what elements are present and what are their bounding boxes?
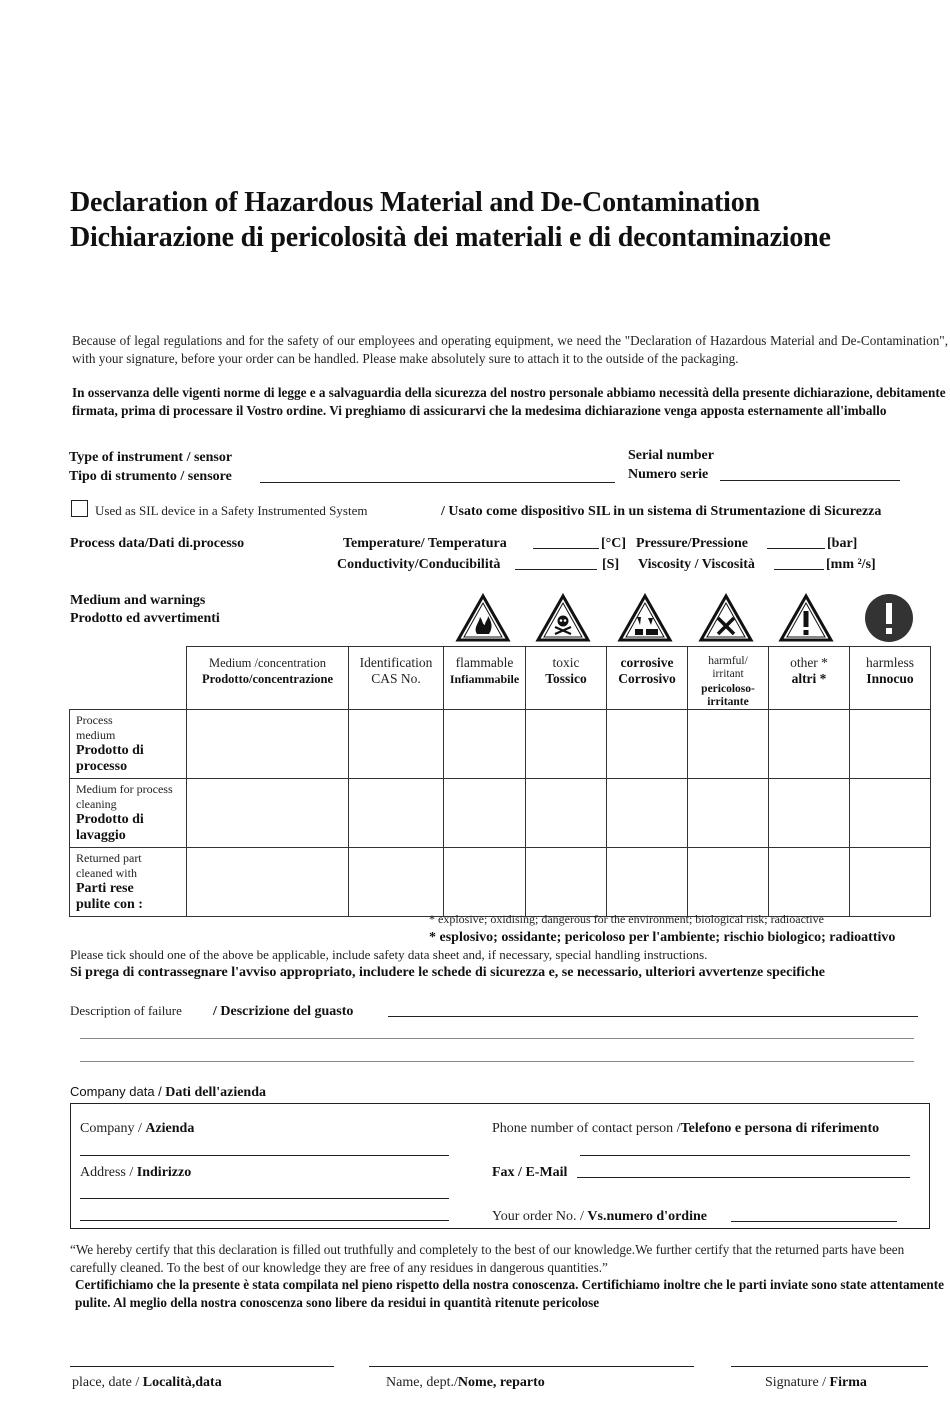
name-dept-label: Name, dept./Nome, reparto — [386, 1375, 545, 1390]
place-date-field[interactable] — [70, 1366, 334, 1367]
table-cell[interactable] — [688, 710, 769, 779]
table-cell[interactable] — [526, 848, 607, 917]
title-line-1: Declaration of Hazardous Material and De-Contamination — [70, 187, 760, 218]
address-field-line-1[interactable] — [80, 1198, 449, 1199]
phone-field[interactable] — [580, 1155, 910, 1156]
intro-english: Because of legal regulations and for the safety of our employees and operating equipment, we need the "Declaration of Hazardous Material and De-Contamination", with your signature, before your order can be handled. Please make absolutely sure to attach it to the outside of the packaging. — [72, 333, 948, 366]
tick-note-it: Si prega di contrassegnare l'avviso appropriato, includere le schede di sicurezza e, se necessario, ulteriori avvertenze specifiche — [70, 965, 825, 980]
table-cell[interactable] — [769, 710, 850, 779]
company-section-title: Company data / Dati dell'azienda — [70, 1084, 267, 1100]
temperature-label: Temperature/ Temperatura — [343, 536, 507, 551]
table-cell[interactable] — [850, 848, 931, 917]
company-label: Company / Azienda — [80, 1121, 195, 1136]
medium-label-it: Prodotto ed avvertimenti — [70, 611, 220, 626]
instrument-type-label-en: Type of instrument / sensor — [69, 450, 233, 465]
sil-checkbox[interactable] — [71, 500, 88, 517]
pressure-unit: [bar] — [827, 536, 858, 551]
conductivity-unit: [S] — [602, 557, 620, 572]
fax-email-field[interactable] — [577, 1177, 910, 1178]
certify-it: Certifichiamo che la presente è stata compilata nel pieno rispetto della nostra conoscenza. Certifichiamo inoltre che le parti inviate sono state attentamente pulite. Al meglio della nostra conoscenza sono libere da residui in quantità ritenute pericolose — [75, 1277, 944, 1310]
harmful-icon — [698, 593, 754, 643]
sil-label-en: Used as SIL device in a Safety Instrumented System — [95, 503, 368, 518]
serial-number-field[interactable] — [720, 480, 900, 481]
pressure-label: Pressure/Pressione — [636, 536, 748, 551]
column-header: harmful/ irritant pericoloso- irritante — [688, 647, 769, 710]
column-header: corrosive Corrosivo — [607, 647, 688, 710]
footnote-it: * esplosivo; ossidante; pericoloso per l'ambiente; rischio biologico; radioattivo — [429, 930, 896, 945]
table-row — [70, 710, 931, 779]
column-header: other * altri * — [769, 647, 850, 710]
serial-number-label-it: Numero serie — [628, 467, 709, 482]
table-cell[interactable] — [444, 710, 526, 779]
intro-italian: In osservanza delle vigenti norme di legge e a salvaguardia della sicurezza del nostro personale abbiamo necessità della presente dichiarazione, debitamente firmata, prima di processare il Vostro ordine. Vi preghiamo di assicurarvi che la medesima dichiarazione venga apposta esternamente all'imballo — [72, 385, 946, 418]
pressure-field[interactable] — [767, 548, 825, 549]
conductivity-field[interactable] — [515, 569, 597, 570]
signature-field[interactable] — [731, 1366, 928, 1367]
phone-label: Phone number of contact person /Telefono e persona di riferimento — [492, 1121, 880, 1136]
certify-en: “We hereby certify that this declaration is filled out truthfully and completely to the best of our knowledge.We further certify that the returned parts have been carefully cleaned. To the best of our knowledge they are free of any residues in dangerous quantities.” — [70, 1242, 905, 1275]
title-line-2: Dichiarazione di pericolosità dei materiali e di decontaminazione — [70, 222, 831, 253]
column-header: Identification CAS No. — [349, 647, 444, 710]
table-cell[interactable] — [349, 779, 444, 848]
table-row — [70, 779, 931, 848]
warning-icon — [778, 593, 834, 643]
table-cell[interactable] — [607, 848, 688, 917]
table-cell[interactable] — [607, 779, 688, 848]
viscosity-unit: [mm ²/s] — [826, 557, 876, 572]
company-field[interactable] — [80, 1155, 449, 1156]
medium-label-en: Medium and warnings — [70, 593, 206, 608]
table-cell[interactable] — [688, 848, 769, 917]
sil-label-it: / Usato come dispositivo SIL in un sistema di Strumentazione di Sicurezza — [441, 504, 882, 519]
failure-label-en: Description of failure — [70, 1003, 182, 1018]
name-dept-field[interactable] — [369, 1366, 694, 1367]
toxic-icon — [535, 593, 591, 643]
order-number-label: Your order No. / Vs.numero d'ordine — [492, 1209, 707, 1224]
place-date-label: place, date / Località,data — [72, 1375, 222, 1390]
table-cell[interactable] — [688, 779, 769, 848]
table-cell[interactable] — [349, 710, 444, 779]
temperature-unit: [°C] — [601, 536, 627, 551]
instrument-type-label-it: Tipo di strumento / sensore — [69, 469, 232, 484]
failure-label-it: / Descrizione del guasto — [213, 1004, 354, 1019]
table-cell[interactable] — [349, 848, 444, 917]
viscosity-label: Viscosity / Viscosità — [638, 557, 755, 572]
table-cell[interactable] — [850, 779, 931, 848]
column-header: harmless Innocuo — [850, 647, 931, 710]
table-cell[interactable] — [187, 779, 349, 848]
table-cell[interactable] — [526, 779, 607, 848]
footnote-en: * explosive; oxidising; dangerous for the environment; biological risk; radioactive — [429, 912, 824, 926]
table-corner — [70, 647, 187, 710]
column-header: flammable Infiammabile — [444, 647, 526, 710]
table-cell[interactable] — [444, 848, 526, 917]
table-cell[interactable] — [444, 779, 526, 848]
table-row — [70, 848, 931, 917]
order-number-field[interactable] — [731, 1221, 897, 1222]
table-cell[interactable] — [187, 848, 349, 917]
row-label: Medium for process cleaning Prodotto di lavaggio — [70, 779, 187, 848]
failure-field-line-3[interactable] — [80, 1061, 914, 1062]
column-header: Medium /concentration Prodotto/concentrazione — [187, 647, 349, 710]
process-data-label: Process data/Dati di.processo — [70, 536, 245, 551]
table-cell[interactable] — [850, 710, 931, 779]
instrument-type-field[interactable] — [260, 482, 615, 483]
tick-note-en: Please tick should one of the above be applicable, include safety data sheet and, if necessary, special handling instructions. — [70, 947, 708, 962]
serial-number-label-en: Serial number — [628, 448, 714, 463]
flammable-icon — [455, 593, 511, 643]
harmless-icon — [861, 593, 917, 643]
table-cell[interactable] — [187, 710, 349, 779]
conductivity-label: Conductivity/Conducibilità — [337, 557, 501, 572]
table-cell[interactable] — [526, 710, 607, 779]
signature-label: Signature / Firma — [765, 1375, 867, 1390]
medium-table — [69, 646, 931, 917]
row-label: Returned part cleaned with Parti rese pulite con : — [70, 848, 187, 917]
temperature-field[interactable] — [533, 548, 599, 549]
row-label: Process medium Prodotto di processo — [70, 710, 187, 779]
column-header: toxic Tossico — [526, 647, 607, 710]
address-label: Address / Indirizzo — [80, 1165, 192, 1180]
failure-field-line-2[interactable] — [80, 1038, 914, 1039]
fax-email-label: Fax / E-Mail — [492, 1165, 568, 1180]
table-cell[interactable] — [769, 779, 850, 848]
address-field-line-2[interactable] — [80, 1220, 449, 1221]
table-cell[interactable] — [769, 848, 850, 917]
corrosive-icon — [617, 593, 673, 643]
table-cell[interactable] — [607, 710, 688, 779]
viscosity-field[interactable] — [774, 569, 824, 570]
failure-field-line-1[interactable] — [388, 1016, 918, 1017]
